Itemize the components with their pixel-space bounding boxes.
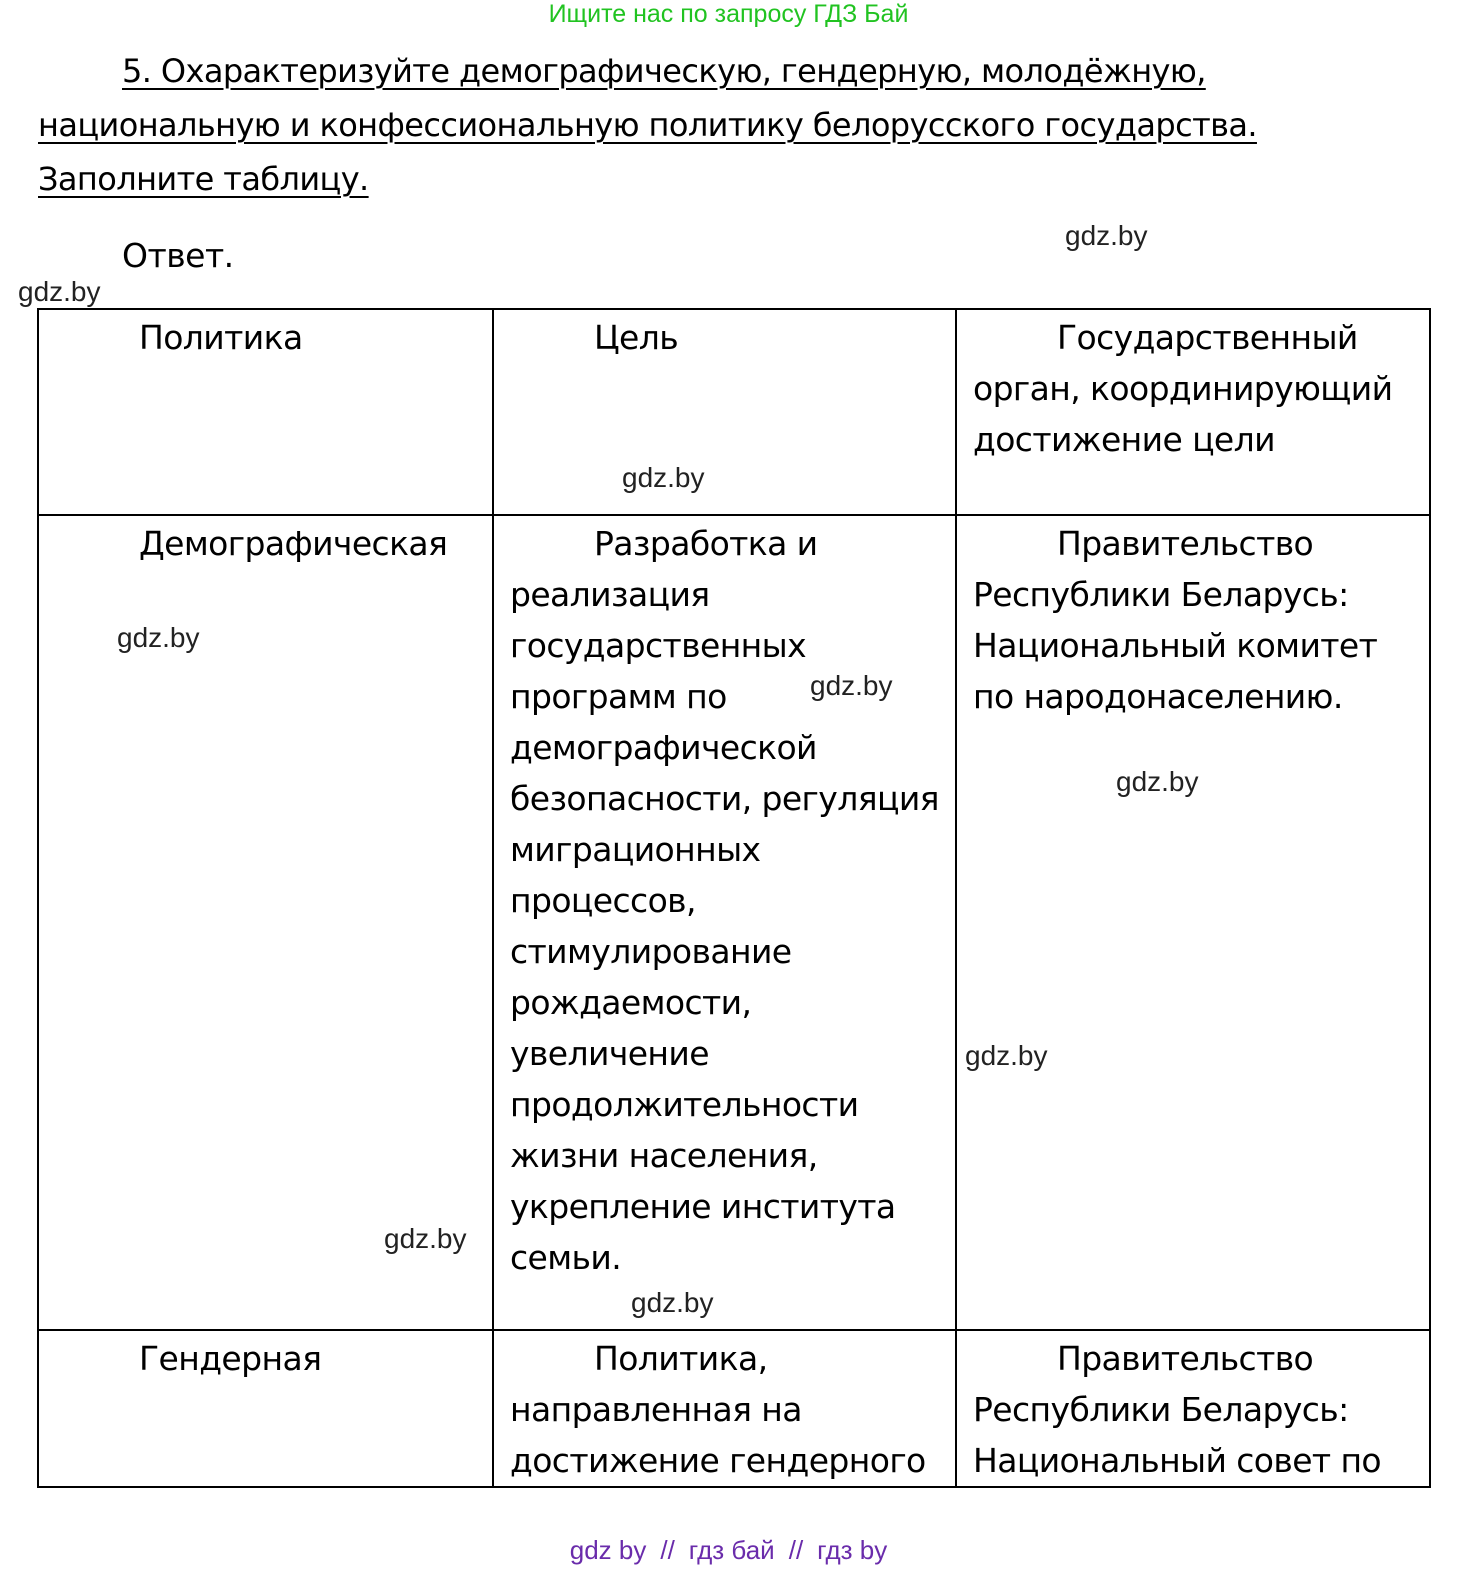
row-policy: Гендерная	[38, 1330, 493, 1487]
watermark: gdz.by	[631, 1287, 714, 1318]
watermark: gdz.by	[622, 462, 705, 493]
watermark: gdz.by	[384, 1223, 467, 1254]
header-policy: Политика	[38, 309, 493, 515]
task-text	[38, 44, 1438, 206]
footer-link[interactable]: гдз бай	[688, 1535, 775, 1565]
header-organ-text: Государственный орган, координирующий достижение цели	[973, 318, 1393, 459]
row-organ	[956, 515, 1430, 1330]
table-header-row	[38, 309, 1430, 515]
footer-separator: //	[660, 1535, 675, 1565]
row-goal	[493, 1330, 956, 1487]
row-policy: Демографическая	[38, 515, 493, 1330]
answer-label: Ответ.	[122, 236, 234, 275]
table-row	[38, 1330, 1430, 1487]
header-goal	[493, 309, 956, 515]
footer-link[interactable]: гдз by	[817, 1535, 888, 1565]
row-goal-text: Политика, направленная на достижение гендерного	[510, 1339, 926, 1480]
watermark: gdz.by	[1065, 220, 1148, 251]
footer-separator: //	[788, 1535, 804, 1565]
row-organ	[956, 1330, 1430, 1487]
task-statement: 5. Охарактеризуйте демографическую, гендерную, молодёжную, национальную и конфессиональную политику белорусского государства. Заполните таблицу.	[38, 52, 1257, 198]
row-organ-text: Правительство Республики Беларусь: Национальный комитет по народонаселению.	[973, 524, 1378, 716]
row-organ-text: Правительство Республики Беларусь: Национальный совет по	[973, 1339, 1382, 1480]
watermark: gdz.by	[18, 276, 101, 307]
search-banner: Ищите нас по запросу ГДЗ Бай	[548, 0, 909, 28]
table-row	[38, 515, 1430, 1330]
watermark: gdz.by	[965, 1040, 1048, 1071]
watermark: gdz.by	[810, 670, 893, 701]
row-goal	[493, 515, 956, 1330]
header-goal-text: Цель	[594, 318, 679, 357]
header-organ	[956, 309, 1430, 515]
row-goal-text: Разработка и реализация государственных программ по демографической безопасности, регуляция миграционных процессов, стимулирование рождаемости, увеличение продолжительности жизни населения, укрепление института семьи.	[510, 524, 939, 1277]
footer-links	[0, 1534, 1457, 1566]
footer-link[interactable]: gdz by	[569, 1535, 647, 1565]
watermark: gdz.by	[117, 622, 200, 653]
watermark: gdz.by	[1116, 766, 1199, 797]
policy-table	[37, 308, 1431, 1488]
